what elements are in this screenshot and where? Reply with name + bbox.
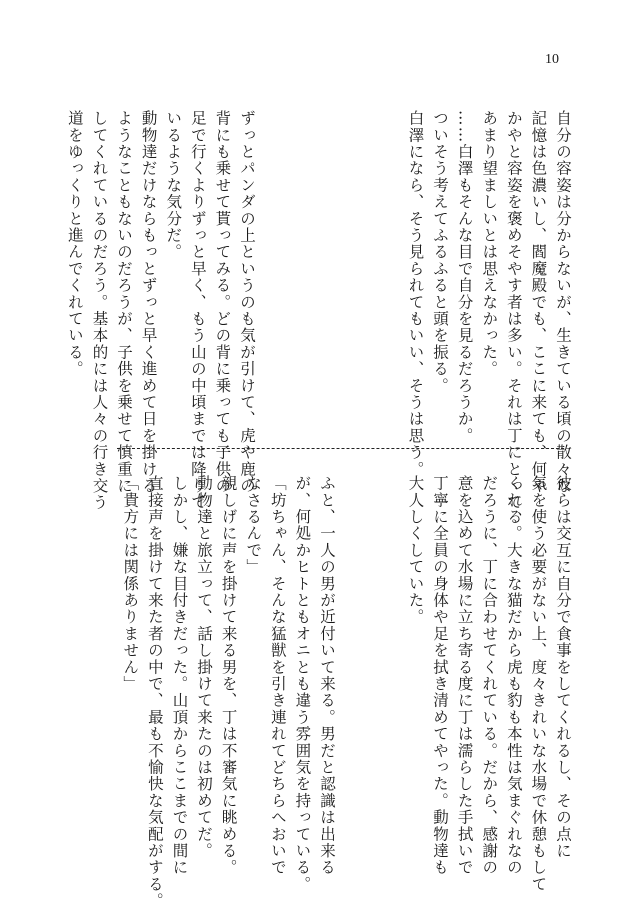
text-line: 彼らは交互に自分で食事をしてくれるし、その点に <box>554 475 572 860</box>
text-line: 大人しくしていた。 <box>406 475 425 626</box>
page-number: 10 <box>545 52 559 67</box>
text-line: 道をゆっくりと進んでくれている。 <box>65 110 84 378</box>
text-block-top-right <box>403 110 575 528</box>
text-line: しかし、嫌な目付きだった。山頂からここまでの間に <box>170 475 189 876</box>
text-line: かやと容姿を褒めそやす者は多い。それは丁にとって、 <box>504 110 523 528</box>
text-line: 動物達と旅立って、話し掛けて来たのは初めてだ。 <box>195 475 214 860</box>
text-line: 意を込めて水場に立ち寄る度に丁は濡らした手拭いで <box>455 475 474 876</box>
text-line: 記憶は色濃いし、閻魔殿でも、ここに来ても、何や <box>529 110 548 495</box>
text-line: が、何処かヒトともオニとも違う雰囲気を持っている。 <box>293 475 312 893</box>
text-line: 自分の容姿は分からないが、生きている頃の散々な <box>554 110 572 495</box>
text-line: 動物達だけならもっとずっと早く進めて日を掛ける <box>139 110 158 495</box>
text-line: 背にも乗せて貰ってみる。どの背に乗っても子供の <box>213 110 232 495</box>
text-line: ついそう考えてふるふると頭を振る。 <box>431 110 450 394</box>
text-line: 足で行くよりずっと早く、もう山の中頃までは降りて <box>188 110 207 511</box>
text-line: なさるんで」 <box>244 475 263 576</box>
text-line: ようなこともないのだろうが、子供を乗せて慎重に <box>115 110 134 495</box>
text-block-top-left <box>62 110 259 511</box>
text-line: 丁寧に全員の身体や足を拭き清めてやった。動物達も <box>431 475 450 876</box>
text-block-bottom-right <box>403 475 575 893</box>
text-line: してくれているのだろう。基本的には人々の行き交う <box>90 110 109 511</box>
text-line: 気を使う必要がない上、度々きれいな水場で休憩もして <box>529 475 548 893</box>
text-line: あまり望ましいとは思えなかった。 <box>480 110 499 378</box>
text-block-bottom-left <box>118 475 339 909</box>
text-line: 白澤になら、そう見られてもいい、そうは思う。 <box>406 110 425 478</box>
text-line: ずっとパンダの上というのも気が引けて、虎や鹿の <box>238 110 256 495</box>
text-line: ふと、一人の男が近付いて来る。男だと認識は出来る <box>318 475 336 876</box>
text-line: 「貴方には関係ありません」 <box>121 475 140 693</box>
text-line: 直接声を掛けて来た者の中で、最も不愉快な気配がする。 <box>145 475 164 909</box>
text-line: 親しげに声を掛けて来る男を、丁は不審気に眺める。 <box>219 475 238 876</box>
text-line: 「坊ちゃん、そんな猛獣を引き連れてどちらへおいで <box>268 475 287 876</box>
text-line: だろうに、丁に合わせてくれている。だから、感謝の <box>480 475 499 876</box>
text-line: ……白澤もそんな目で自分を見るだろうか。 <box>455 110 474 444</box>
text-line: いるような気分だ。 <box>164 110 183 261</box>
text-line: くれる。大きな猫だから虎も豹も本性は気まぐれなの <box>504 475 523 876</box>
section-divider <box>117 448 564 449</box>
